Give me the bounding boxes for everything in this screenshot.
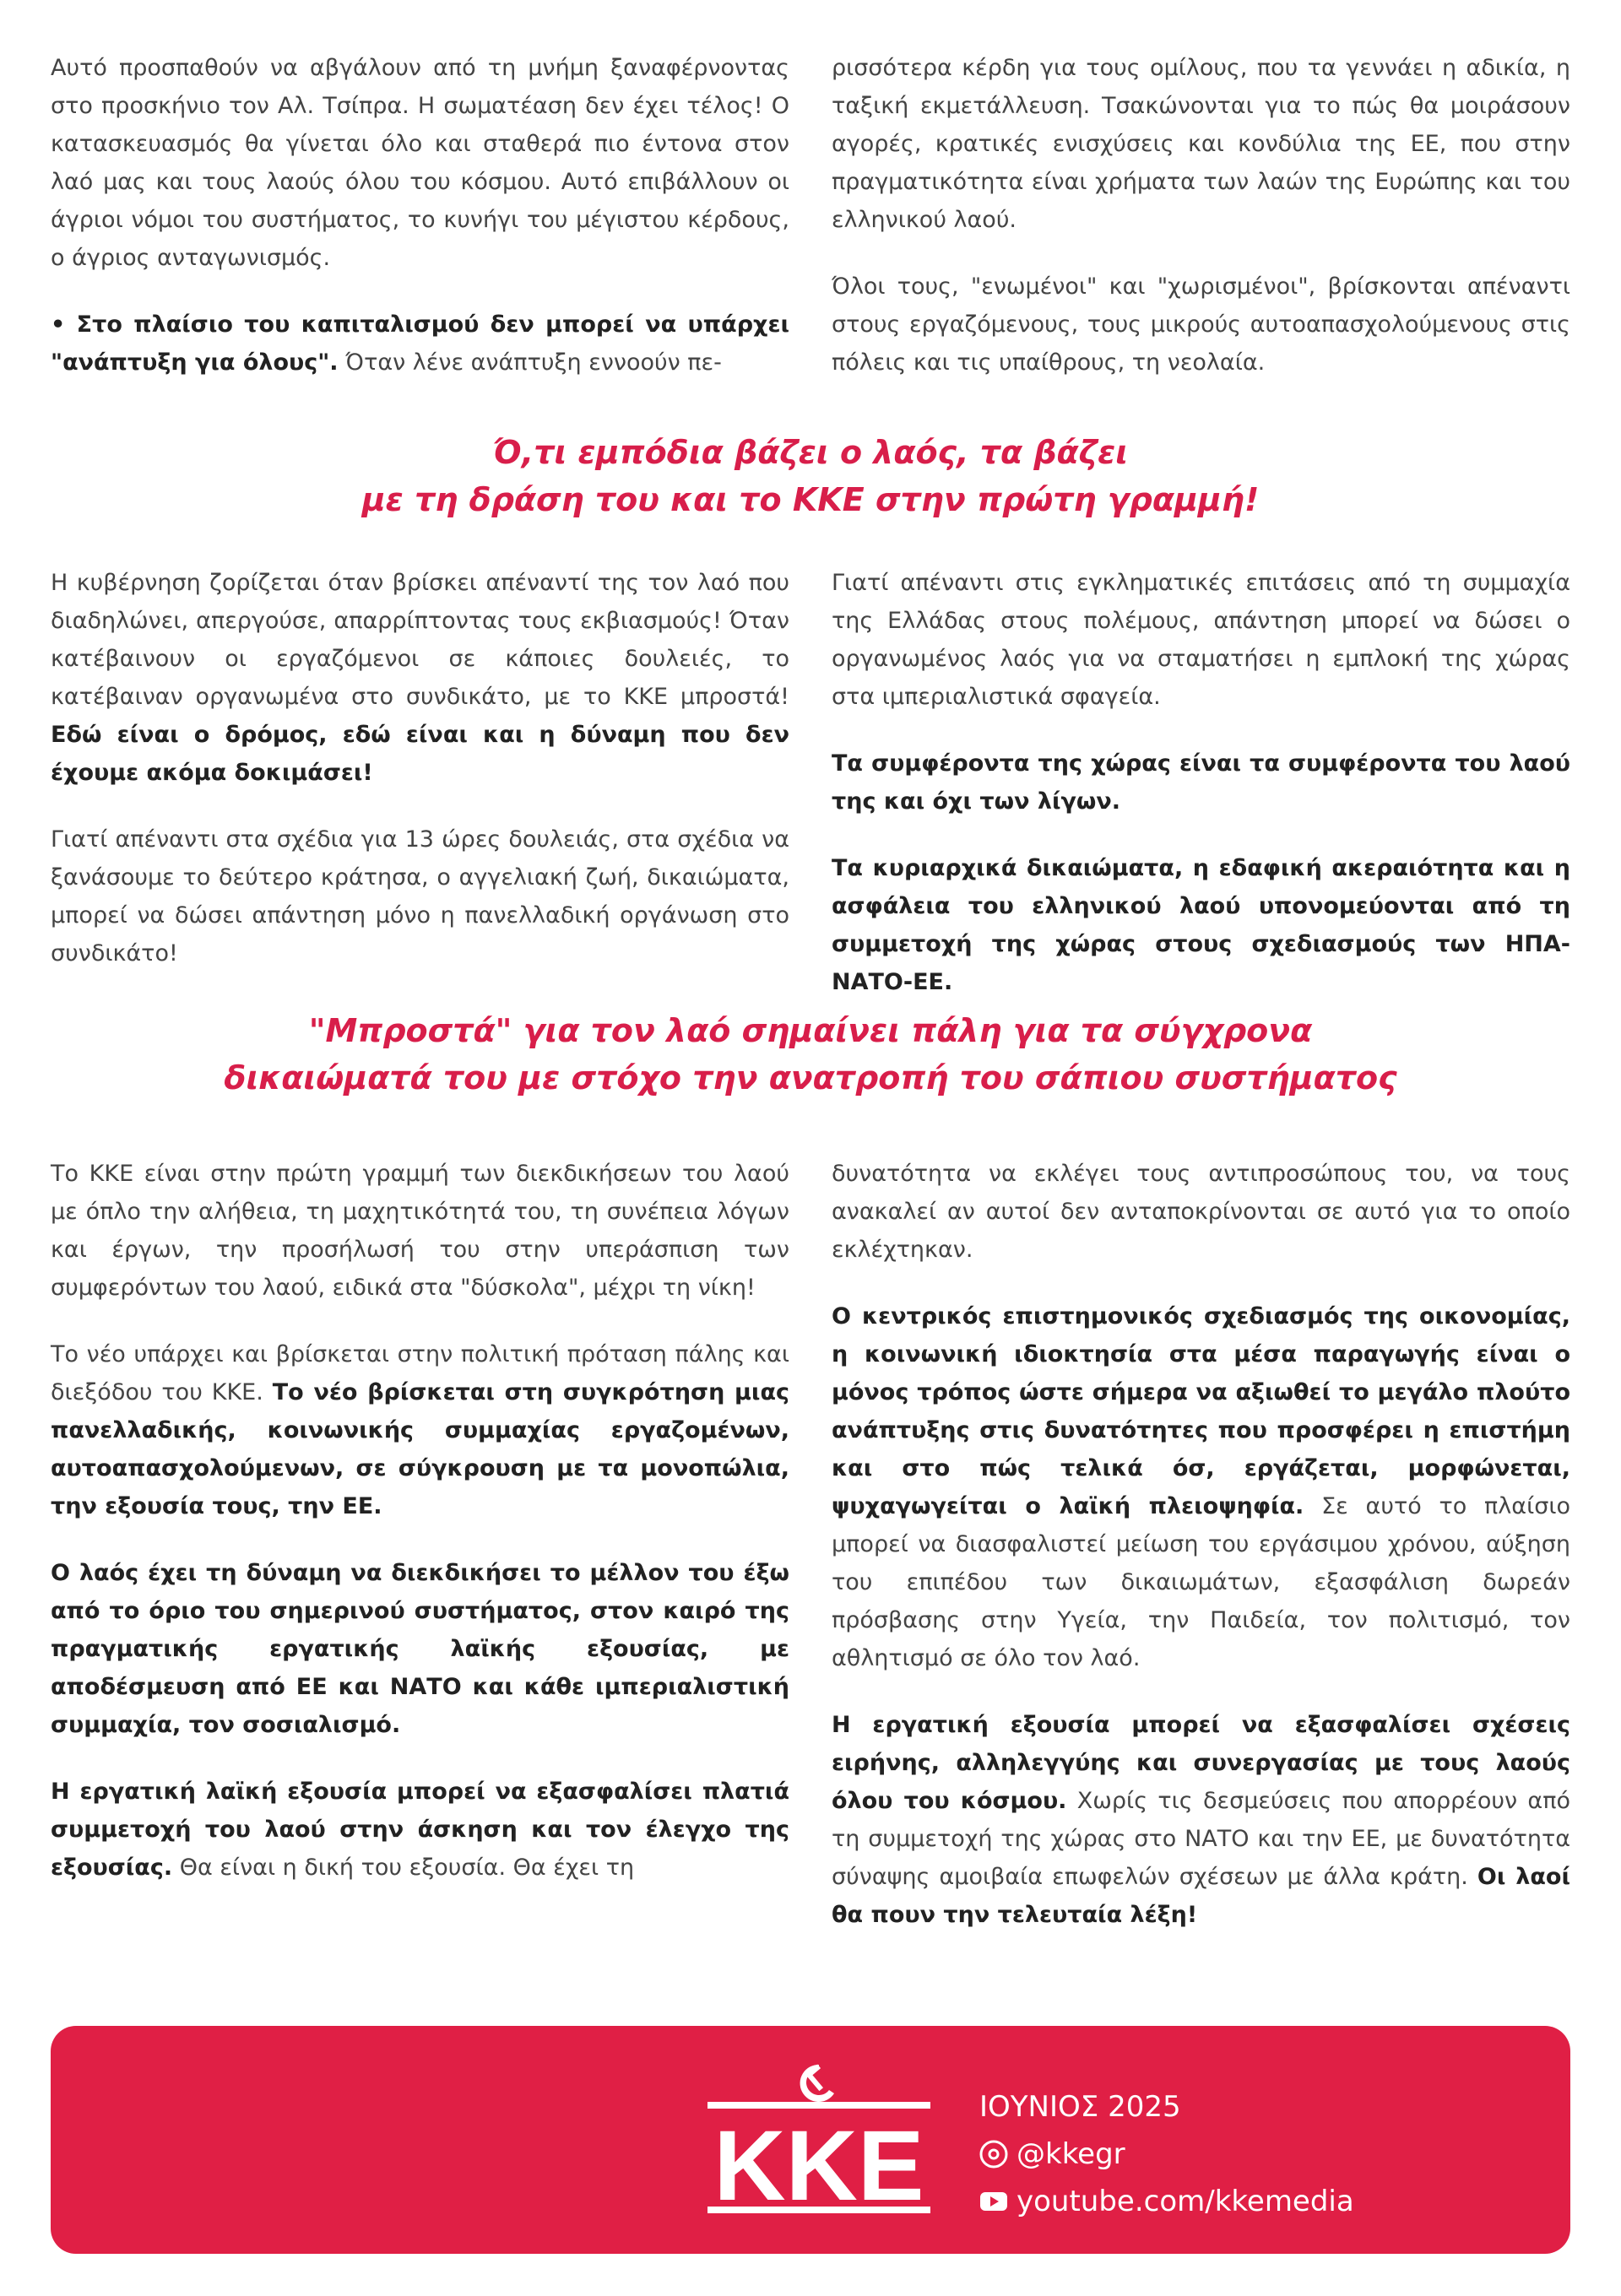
body-text: Θα είναι η δική του εξουσία. Θα έχει τη [172, 1855, 635, 1881]
footer-banner [51, 2026, 1570, 2254]
column-left [51, 1155, 789, 1963]
body-text: δυνατότητα να εκλέγει τους αντιπροσώπους του, να τους ανακαλεί αν αυτοί δεν ανταποκρίνονται σε αυτό για το οποίο εκλέχτηκαν. [832, 1161, 1570, 1263]
paragraph [832, 1706, 1570, 1934]
publication-date: ΙΟΥΝΙΟΣ 2025 [979, 2090, 1181, 2124]
column-right [832, 564, 1570, 1030]
bold-text: Ο κεντρικός επιστημονικός σχεδιασμός της οικονομίας, η κοινωνική ιδιοκτησία στα μέσα παραγωγής είναι ο μόνος τρόπος ώστε σήμερα να αξιωθεί το μεγάλο πλούτο ανάπτυξης στις δυνατότητες που προσφέρει η επιστήμη και στο πώς τελικά όσ, εργάζεται, μορφώνεται, ψυχαγωγείται ο λαϊκή πλειοψηφία. [832, 1303, 1570, 1519]
text-section-middle [51, 564, 1570, 1030]
section-heading-second [51, 1007, 1570, 1102]
body-text: Το νέο υπάρχει και βρίσκεται στην πολιτική πρόταση πάλης και διεξόδου του ΚΚΕ. [51, 1341, 789, 1405]
paragraph [51, 1155, 789, 1307]
kke-logo-graphic [692, 2058, 946, 2227]
body-text: Σε αυτό το πλαίσιο μπορεί να διασφαλιστεί μείωση του εργάσιμου χρόνου, αύξηση του επιπέδου των δικαιωμάτων, εξασφάλιση δωρεάν πρόσβασης στην Υγεία, την Παιδεία, τον πολιτισμό, τον αθλητισμό σε όλο τον λαό. [832, 1493, 1570, 1671]
bold-text: • Στο πλαίσιο του καπιταλισμού δεν μπορεί να υπάρχει "ανάπτυξη για όλους". [51, 311, 789, 376]
hammer-sickle-icon [800, 2065, 834, 2102]
paragraph [832, 745, 1570, 820]
social-handle[interactable]: @kkegr [1017, 2137, 1125, 2171]
bold-text: Η εργατική λαϊκή εξουσία μπορεί να εξασφαλίσει πλατιά συμμετοχή του λαού στην άσκηση και τον έλεγχο της εξουσίας. [51, 1779, 789, 1881]
bold-text: Οι λαοί θα πουν την τελευταία λέξη! [832, 1864, 1570, 1928]
text-section-bottom [51, 1155, 1570, 1963]
youtube-icon [979, 2187, 1008, 2216]
body-text: Γιατί απέναντι στα σχέδια για 13 ώρες δουλειάς, στα σχέδια να ξανάσουμε το δεύτερο κράτησα, ο αγγελιακή ζωή, δικαιώματα, μπορεί να δώσει απάντηση μόνο η πανελλαδική οργάνωση στο συνδικάτο! [51, 826, 789, 967]
column-right [832, 1155, 1570, 1963]
paragraph [832, 849, 1570, 1001]
body-text: Αυτό προσπαθούν να αβγάλουν από τη μνήμη ξαναφέρνοντας στο προσκήνιο τον Αλ. Τσίπρα. Η σωματέαση δεν έχει τέλος! Ο κατασκευασμός θα γίνεται όλο και σταθερά πιο έντονα στον λαό μας και τους λαούς όλου του κόσμου. Αυτό επιβάλλουν οι άγριοι νόμοι του συστήματος, το κυνήγι του μέγιστου κέρδους, ο άγριος ανταγωνισμός. [51, 55, 789, 271]
bold-text: Το νέο βρίσκεται στη συγκρότηση μιας πανελλαδικής, κοινωνικής συμμαχίας εργαζομένων, αυτοαπασχολούμενων, σε σύγκρουση με τα μονοπώλια, την εξουσία τους, την ΕΕ. [51, 1379, 789, 1519]
youtube-link[interactable]: youtube.com/kkemedia [1017, 2185, 1354, 2218]
kke-logo [692, 2058, 946, 2227]
paragraph [51, 306, 789, 382]
section-heading-first [51, 429, 1570, 523]
bold-text: Εδώ είναι ο δρόμος, εδώ είναι και η δύναμη που δεν έχουμε ακόμα δοκιμάσει! [51, 722, 789, 786]
text-section-top [51, 49, 1570, 410]
bold-text: Η εργατική εξουσία μπορεί να εξασφαλίσει σχέσεις ειρήνης, αλληλεγγύης και συνεργασίας με τους λαούς όλου του κόσμου. [832, 1712, 1570, 1814]
paragraph [51, 564, 789, 792]
body-text: Όλοι τους, "ενωμένοι" και "χωρισμένοι", βρίσκονται απέναντι στους εργαζόμενους, τους μικρούς αυτοαπασχολούμενους στις πόλεις και τις υπαίθρους, τη νεολαία. [832, 273, 1570, 376]
body-text: Η κυβέρνηση ζορίζεται όταν βρίσκει απέναντί της τον λαό που διαδηλώνει, απεργούσε, απαρρίπτοντας τους εκβιασμούς! Όταν κατέβαινουν οι εργαζόμενοι σε κάποιες δουλειές, το κατέβαιναν οργανωμένα στο συνδικάτο, με το ΚΚΕ μπροστά! [51, 570, 789, 710]
bold-text: Ο λαός έχει τη δύναμη να διεκδικήσει το μέλλον του έξω από το όριο του σημερινού συστήματος, στον καιρό της πραγματικής εργατικής λαϊκής εξουσίας, με αποδέσμευση από ΕΕ και ΝΑΤΟ και κάθε ιμπεριαλιστική συμμαχία, τον σοσιαλισμό. [51, 1560, 789, 1738]
paragraph [51, 1335, 789, 1525]
column-left [51, 564, 789, 1030]
social-line[interactable] [979, 2131, 1354, 2178]
date-line [979, 2083, 1354, 2131]
contact-info [979, 2083, 1354, 2225]
body-text: ρισσότερα κέρδη για τους ομίλους, που τα γεννάει η αδικία, η ταξική εκμετάλλευση. Τσακώνονται για το πώς θα μοιράσουν αγορές, κρατικές ενισχύσεις και κονδύλια της ΕΕ, που στην πραγματικότητα είναι χρήματα των λαών της Ευρώπης και του ελληνικού λαού. [832, 55, 1570, 233]
body-text: Όταν λένε ανάπτυξη εννοούν πε- [338, 349, 722, 376]
paragraph [51, 1773, 789, 1887]
heading-line: δικαιώματά του με στόχο την ανατροπή του σάπιου συστήματος [224, 1059, 1397, 1097]
paragraph [51, 1554, 789, 1744]
heading-line: "Μπροστά" για τον λαό σημαίνει πάλη για τα σύγχρονα [308, 1012, 1313, 1049]
bold-text: Τα συμφέροντα της χώρας είναι τα συμφέροντα του λαού της και όχι των λίγων. [832, 750, 1570, 815]
body-text: Γιατί απέναντι στις εγκληματικές επιτάσεις από τη συμμαχία της Ελλάδας στους πολέμους, απάντηση μπορεί να δώσει ο οργανωμένος λαός για να σταματήσει η εμπλοκή της χώρας στα ιμπεριαλιστικά σφαγεία. [832, 570, 1570, 710]
paragraph [832, 268, 1570, 382]
column-left [51, 49, 789, 410]
paragraph [51, 49, 789, 277]
logo-text: ΚΚΕ [713, 2110, 924, 2222]
paragraph [832, 1155, 1570, 1269]
column-right [832, 49, 1570, 410]
paragraph [51, 820, 789, 972]
bold-text: Τα κυριαρχικά δικαιώματα, η εδαφική ακεραιότητα και η ασφάλεια του ελληνικού λαού υπονομεύονται από τη συμμετοχή της χώρας στους σχεδιασμούς των ΗΠΑ-ΝΑΤΟ-ΕΕ. [832, 855, 1570, 995]
body-text: Το ΚΚΕ είναι στην πρώτη γραμμή των διεκδικήσεων του λαού με όπλο την αλήθεια, τη μαχητικότητά του, τη συνέπεια λόγων και έργων, την προσήλωσή του στην υπεράσπιση των συμφερόντων του λαού, ειδικά στα "δύσκολα", μέχρι τη νίκη! [51, 1161, 789, 1301]
paragraph [832, 564, 1570, 716]
heading-line: Ό,τι εμπόδια βάζει ο λαός, τα βάζει [492, 434, 1129, 471]
paragraph [832, 49, 1570, 239]
paragraph [832, 1297, 1570, 1677]
social-icon [979, 2140, 1008, 2169]
heading-line: με τη δράση του και το ΚΚΕ στην πρώτη γραμμή! [361, 481, 1260, 518]
youtube-line[interactable] [979, 2178, 1354, 2225]
body-text: Χωρίς τις δεσμεύσεις που απορρέουν από τη συμμετοχή της χώρας στο ΝΑΤΟ και την ΕΕ, με δυνατότητα σύναψης αμοιβαία επωφελών σχέσεων με άλλα κράτη. [832, 1788, 1570, 1890]
